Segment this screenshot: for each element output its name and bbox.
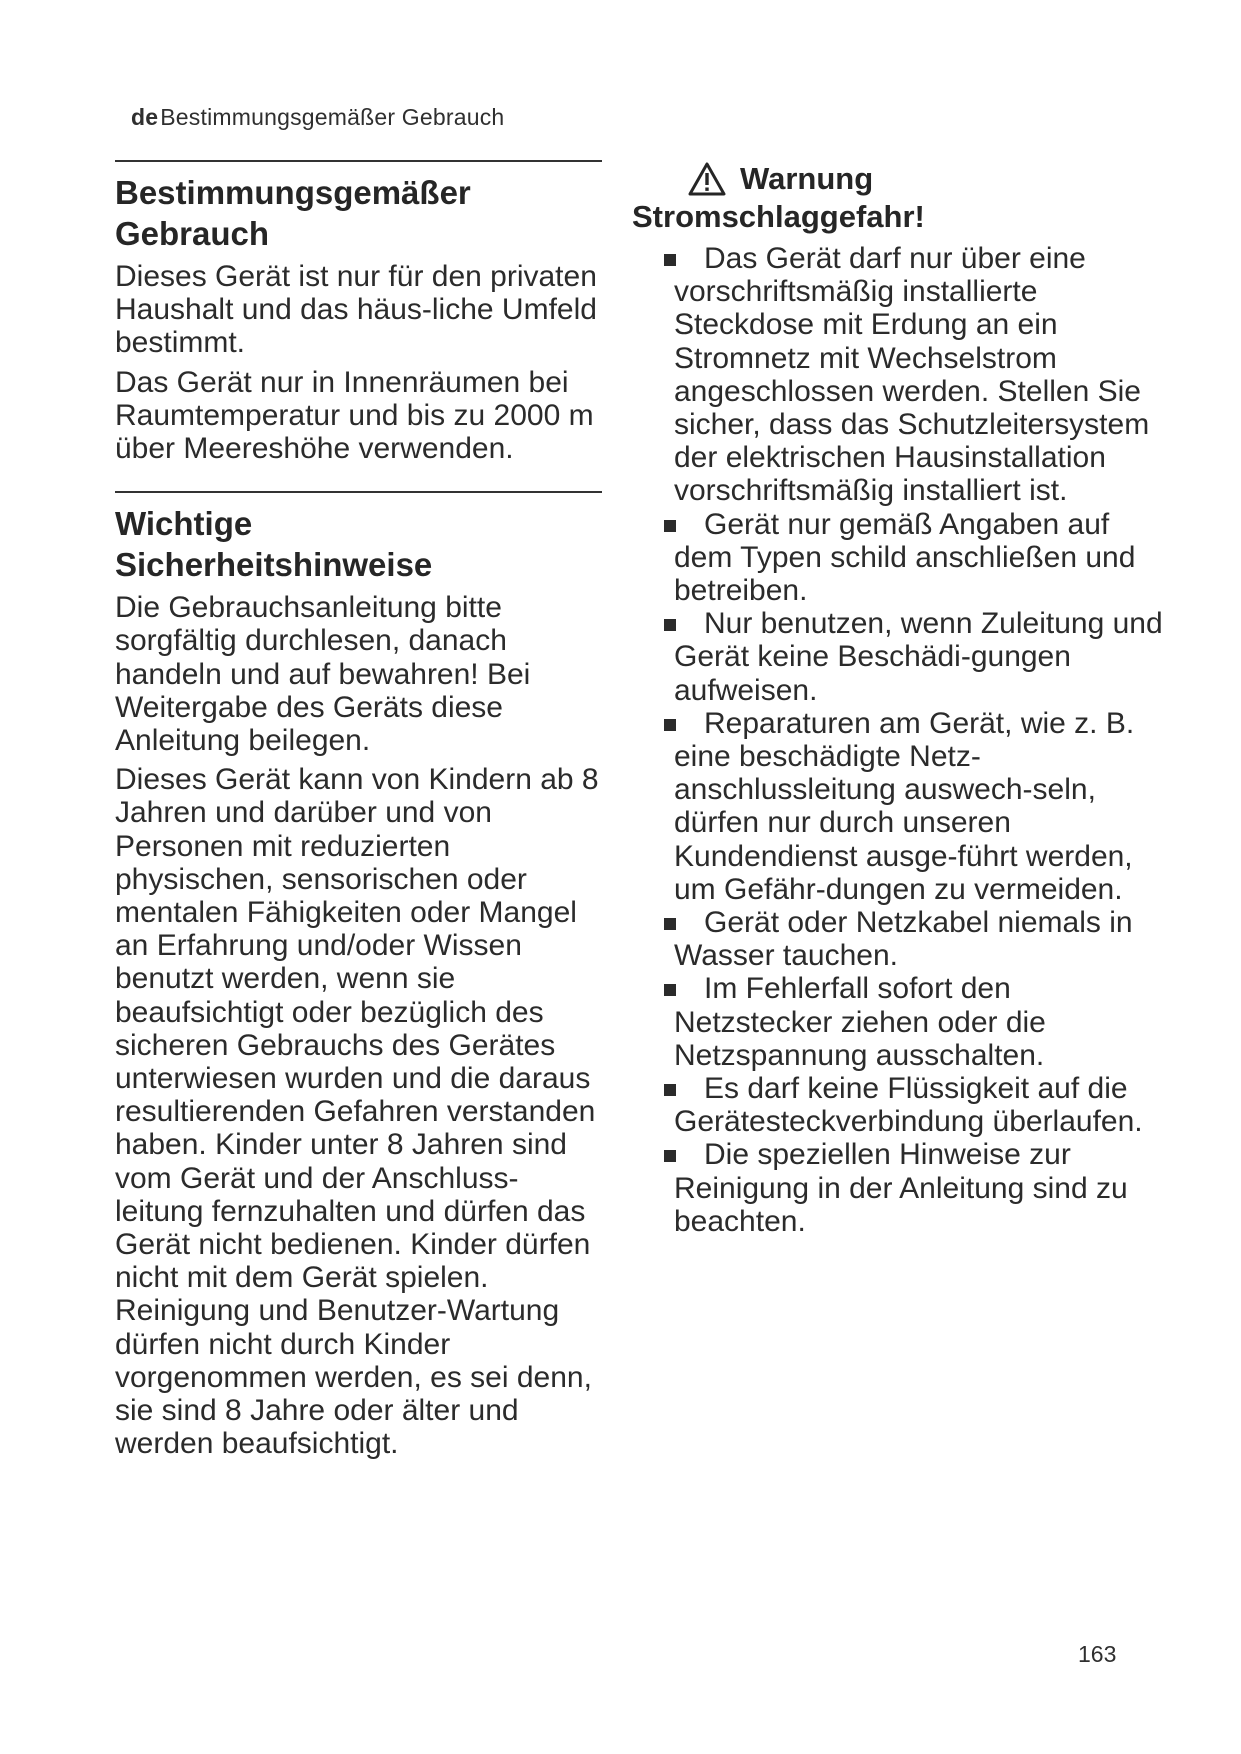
list-item-text: Gerät nur gemäß Angaben auf dem Typen schild anschließen und betreiben. — [674, 507, 1136, 608]
left-column — [115, 160, 602, 1467]
list-item — [632, 242, 1172, 508]
warning-subtitle: Stromschlaggefahr! — [632, 199, 925, 234]
bullet-square-icon — [664, 984, 676, 996]
list-item — [632, 906, 1172, 972]
safety-bullet-list — [632, 242, 1172, 1238]
list-item-text: Es darf keine Flüssigkeit auf die Gerätesteckverbindung überlaufen. — [674, 1072, 1143, 1139]
section-title-line: Wichtige — [115, 505, 253, 543]
list-item — [632, 1138, 1172, 1238]
page-number: 163 — [1078, 1641, 1117, 1667]
bullet-square-icon — [664, 1084, 676, 1096]
bullet-square-icon — [664, 619, 676, 631]
section-divider — [115, 160, 602, 162]
section-title-line: Gebrauch — [115, 215, 270, 252]
section-title-line: Sicherheitshinweise — [115, 546, 433, 584]
list-item — [632, 707, 1172, 906]
right-column — [632, 160, 1172, 1238]
paragraph: Das Gerät nur in Innenräumen bei Raumtemperatur und bis zu 2000 m über Meereshöhe verwenden. — [115, 365, 594, 466]
bullet-square-icon — [664, 918, 676, 930]
warning-label: Warnung — [740, 161, 874, 196]
section-title-line: Bestimmungsgemäßer — [115, 174, 471, 211]
running-header-title: Bestimmungsgemäßer Gebrauch — [160, 104, 505, 130]
list-item-text: Reparaturen am Gerät, wie z. B. eine beschädigte Netz-anschlussleitung auswech-seln, dürfen nur durch unseren Kundendienst ausge-führt werden, um Gefähr-dungen zu vermeiden. — [674, 706, 1135, 906]
bullet-square-icon — [664, 254, 676, 266]
paragraph: Dieses Gerät ist nur für den privaten Haushalt und das häus-liche Umfeld bestimmt. — [115, 260, 597, 360]
running-header — [131, 104, 504, 131]
paragraph: Die Gebrauchsanleitung bitte sorgfältig durchlesen, danach handeln und auf bewahren! Bei Weitergabe des Geräts diese Anleitung beilegen. — [115, 591, 531, 758]
paragraph: Dieses Gerät kann von Kindern ab 8 Jahren und darüber und von Personen mit reduzierten physischen, sensorischen oder mentalen Fähigkeiten oder Mangel an Erfahrung und/oder Wissen benutzt werden, wenn sie beaufsichtigt oder bezüglich des sicheren Gebrauchs des Gerätes unterwiesen wurden und die daraus resultierenden Gefahren verstanden haben. Kinder unter 8 Jahren sind vom Gerät und der Anschluss-leitung fernzuhalten und dürfen das Gerät nicht bedienen. Kinder dürfen nicht mit dem Gerät spielen. Reinigung und Benutzer-Wartung dürfen nicht durch Kinder vorgenommen werden, es sei denn, sie sind 8 Jahre oder älter und werden beaufsichtigt. — [115, 763, 599, 1461]
section-divider — [115, 491, 602, 493]
list-item-text: Im Fehlerfall sofort den Netzstecker ziehen oder die Netzspannung ausschalten. — [674, 972, 1046, 1072]
bullet-square-icon — [664, 1150, 676, 1162]
section-title-intended-use — [115, 172, 602, 254]
list-item-text: Nur benutzen, wenn Zuleitung und Gerät keine Beschädi-gungen aufweisen. — [674, 607, 1163, 707]
list-item-text: Das Gerät darf nur über eine vorschriftsmäßig installierte Steckdose mit Erdung an ein Stromnetz mit Wechselstrom angeschlossen werden. Stellen Sie sicher, dass das Schutzleitersystem der elektrischen Hausinstallation vorschriftsmäßig installiert ist. — [674, 242, 1150, 508]
list-item — [632, 607, 1172, 707]
list-item — [632, 508, 1172, 608]
list-item-text: Gerät oder Netzkabel niemals in Wasser tauchen. — [674, 906, 1133, 973]
list-item — [632, 1072, 1172, 1138]
language-code: de — [131, 104, 159, 130]
list-item-text: Die speziellen Hinweise zur Reinigung in der Anleitung sind zu beachten. — [674, 1138, 1128, 1238]
warning-box — [632, 160, 1172, 236]
list-item — [632, 972, 1172, 1072]
section-title-safety — [115, 503, 602, 585]
warning-triangle-icon — [688, 162, 726, 196]
bullet-square-icon — [664, 719, 676, 731]
bullet-square-icon — [664, 520, 676, 532]
